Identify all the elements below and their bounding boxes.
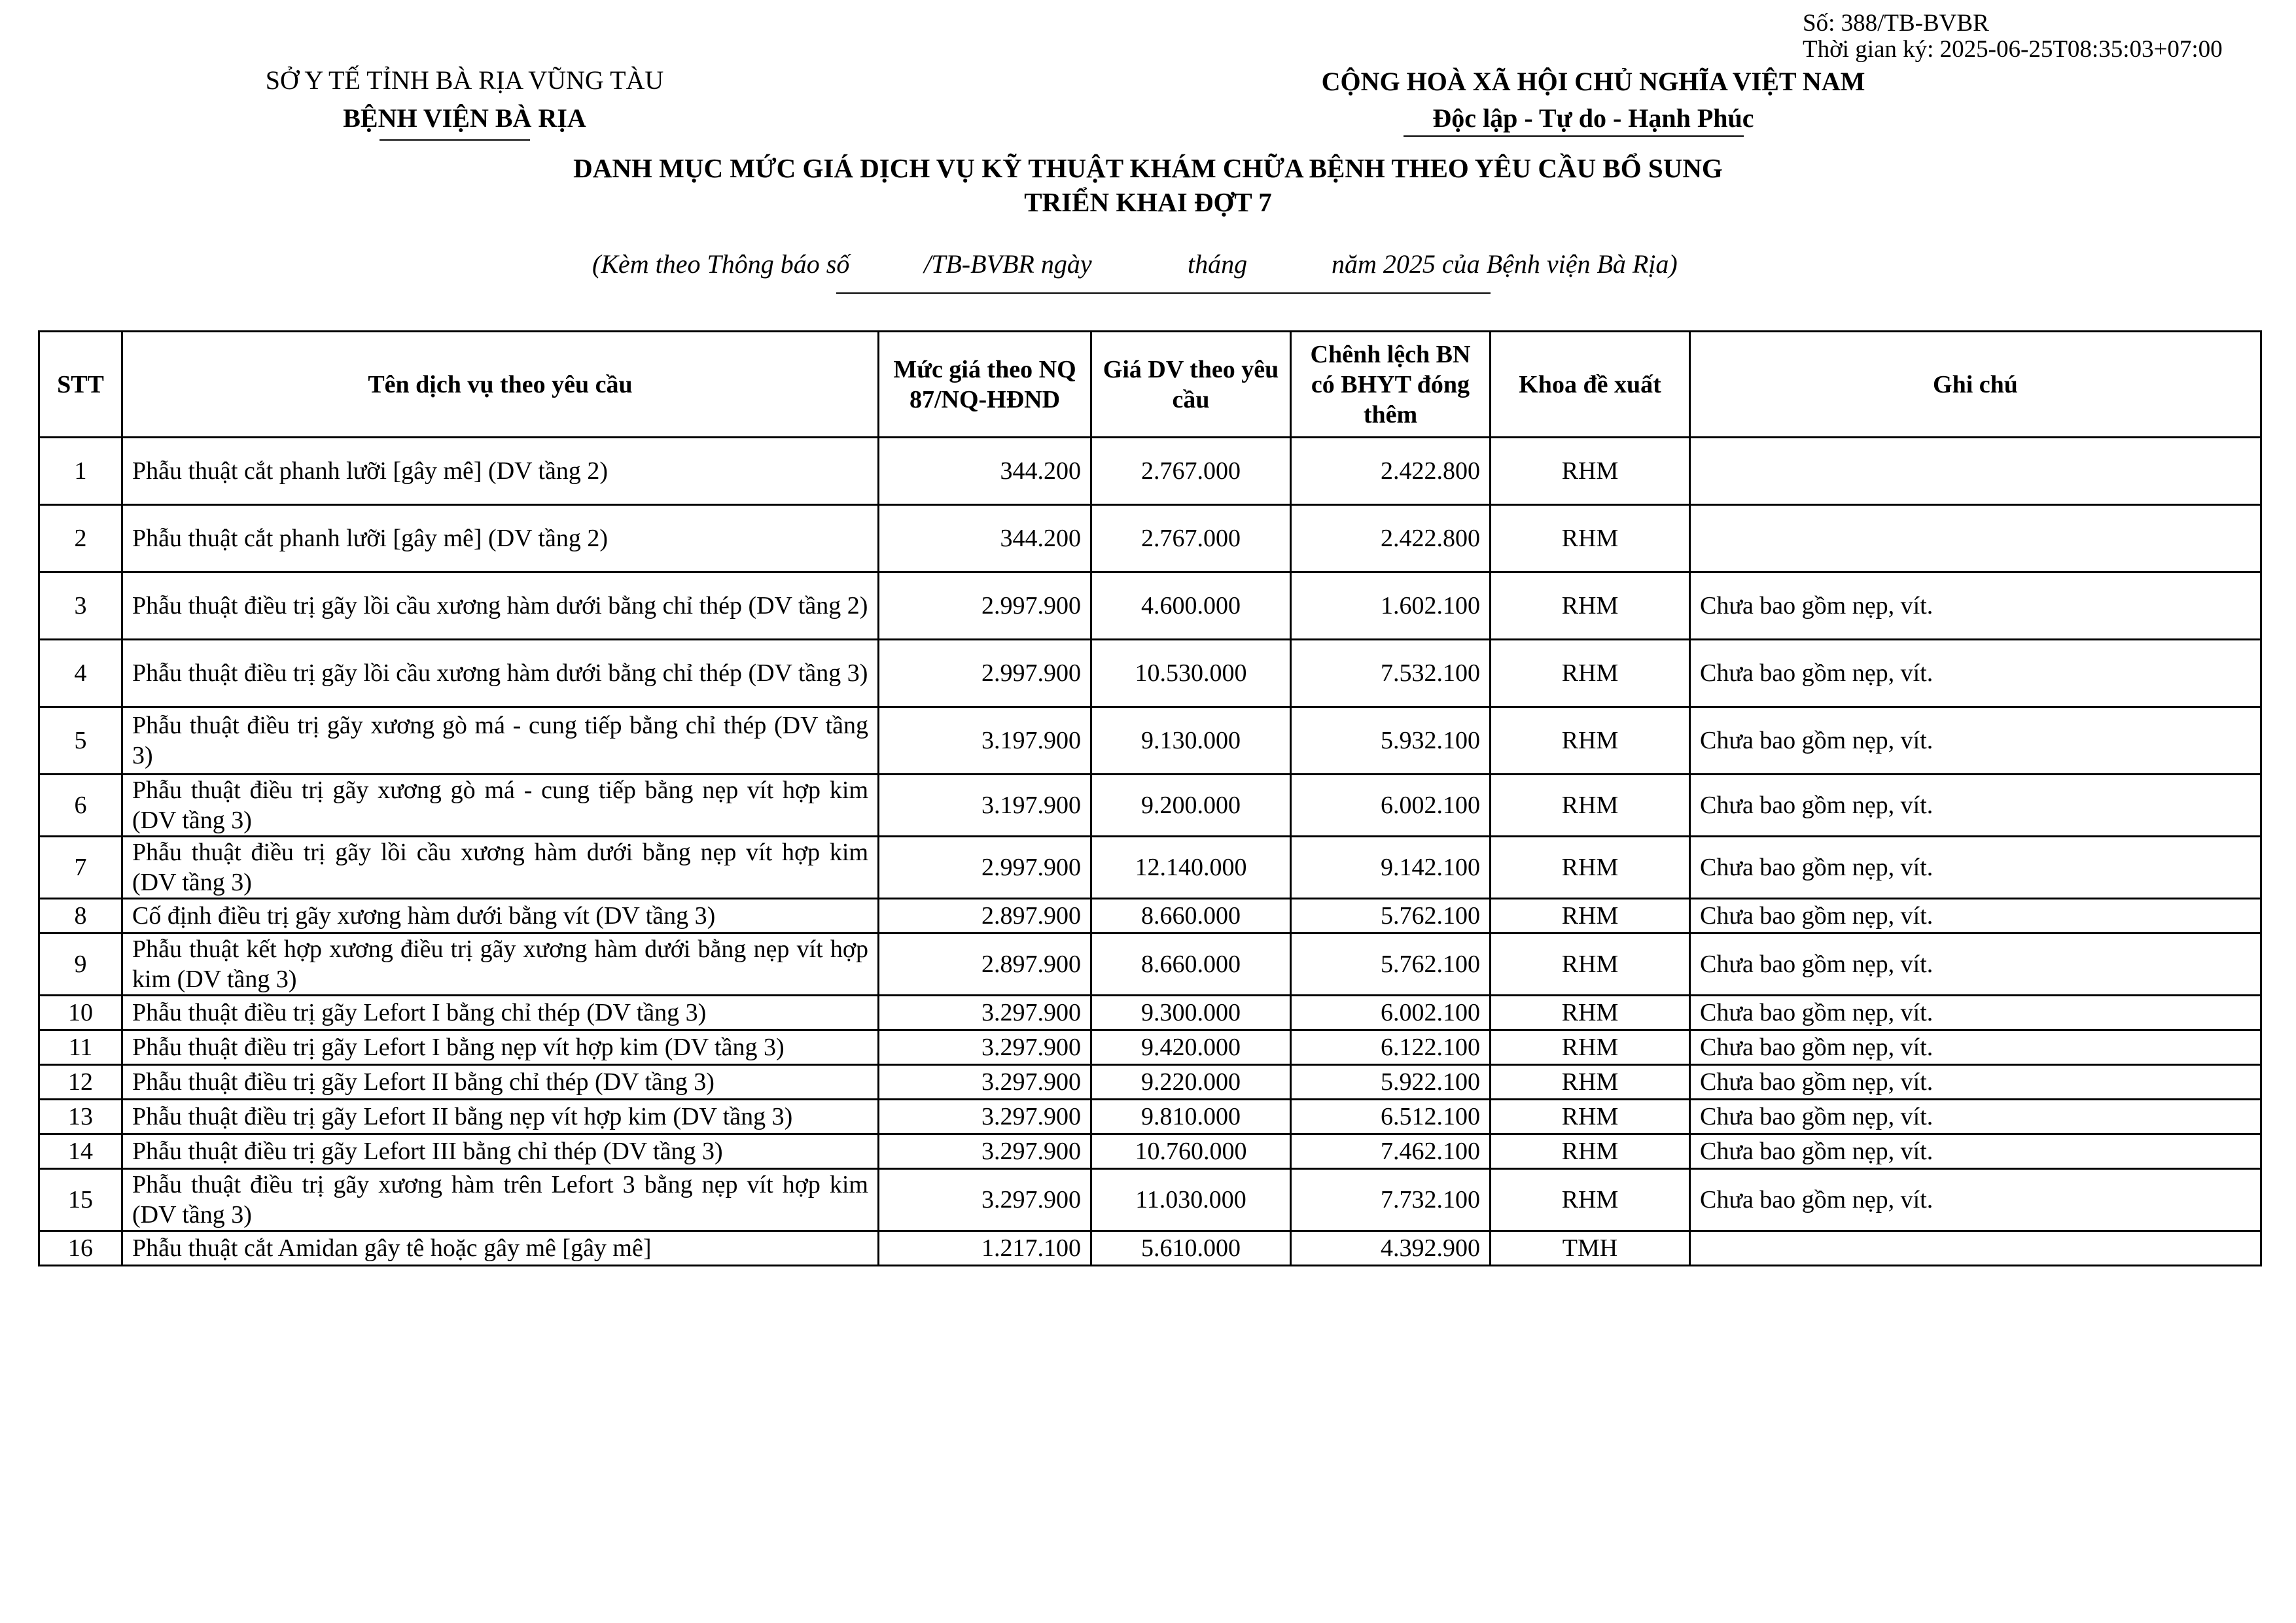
- cell-note: Chưa bao gồm nẹp, vít.: [1690, 640, 2261, 707]
- cell-note: Chưa bao gồm nẹp, vít.: [1690, 934, 2261, 996]
- cell-difference: 5.762.100: [1291, 899, 1491, 934]
- cell-stt: 1: [39, 438, 122, 505]
- header-price-nq: Mức giá theo NQ 87/NQ-HĐND: [879, 332, 1091, 438]
- cell-service-name: Phẫu thuật cắt phanh lưỡi [gây mê] (DV tầng 2): [122, 438, 879, 505]
- cell-price-dv: 4.600.000: [1091, 572, 1291, 640]
- table-row: [39, 1030, 2261, 1065]
- cell-department: RHM: [1491, 438, 1690, 505]
- cell-service-name: Phẫu thuật điều trị gãy Lefort I bằng nẹp vít hợp kim (DV tầng 3): [122, 1030, 879, 1065]
- cell-service-name: Phẫu thuật điều trị gãy xương gò má - cung tiếp bằng chỉ thép (DV tầng 3): [122, 707, 879, 775]
- table-row: [39, 1134, 2261, 1169]
- cell-service-name: Cố định điều trị gãy xương hàm dưới bằng vít (DV tầng 3): [122, 899, 879, 934]
- cell-price-nq: 3.297.900: [879, 1134, 1091, 1169]
- cell-service-name: Phẫu thuật cắt Amidan gây tê hoặc gây mê [gây mê]: [122, 1231, 879, 1266]
- cell-price-nq: 1.217.100: [879, 1231, 1091, 1266]
- cell-department: RHM: [1491, 775, 1690, 837]
- note-part-3: tháng: [1188, 249, 1248, 279]
- cell-stt: 6: [39, 775, 122, 837]
- cell-stt: 2: [39, 505, 122, 572]
- cell-stt: 10: [39, 996, 122, 1030]
- cell-price-dv: 10.530.000: [1091, 640, 1291, 707]
- cell-price-nq: 3.197.900: [879, 707, 1091, 775]
- note-part-1: (Kèm theo Thông báo số: [592, 249, 850, 279]
- cell-price-dv: 9.220.000: [1091, 1065, 1291, 1100]
- cell-stt: 7: [39, 837, 122, 899]
- cell-price-dv: 9.810.000: [1091, 1100, 1291, 1134]
- national-title: CỘNG HOÀ XÃ HỘI CHỦ NGHĨA VIỆT NAM: [1321, 67, 1865, 96]
- cell-price-nq: 2.897.900: [879, 899, 1091, 934]
- cell-department: RHM: [1491, 1030, 1690, 1065]
- table-row: [39, 438, 2261, 505]
- cell-price-nq: 3.297.900: [879, 1100, 1091, 1134]
- cell-service-name: Phẫu thuật điều trị gãy xương gò má - cung tiếp bằng nẹp vít hợp kim (DV tầng 3): [122, 775, 879, 837]
- cell-difference: 6.122.100: [1291, 1030, 1491, 1065]
- cell-stt: 13: [39, 1100, 122, 1134]
- note-part-2: /TB-BVBR ngày: [924, 249, 1092, 279]
- cell-price-dv: 10.760.000: [1091, 1134, 1291, 1169]
- cell-price-dv: 9.420.000: [1091, 1030, 1291, 1065]
- cell-price-nq: 2.997.900: [879, 837, 1091, 899]
- cell-department: RHM: [1491, 572, 1690, 640]
- cell-difference: 7.462.100: [1291, 1134, 1491, 1169]
- signed-time: Thời gian ký: 2025-06-25T08:35:03+07:00: [1803, 36, 2223, 63]
- cell-department: RHM: [1491, 934, 1690, 996]
- cell-price-dv: 9.300.000: [1091, 996, 1291, 1030]
- cell-note: [1690, 1231, 2261, 1266]
- cell-difference: 1.602.100: [1291, 572, 1491, 640]
- cell-stt: 4: [39, 640, 122, 707]
- cell-department: RHM: [1491, 837, 1690, 899]
- cell-price-dv: 9.200.000: [1091, 775, 1291, 837]
- cell-service-name: Phẫu thuật điều trị gãy lồi cầu xương hàm dưới bằng chỉ thép (DV tầng 2): [122, 572, 879, 640]
- table-row: [39, 1231, 2261, 1266]
- cell-difference: 5.762.100: [1291, 934, 1491, 996]
- header-stt: STT: [39, 332, 122, 438]
- cell-note: [1690, 438, 2261, 505]
- hospital-name: BỆNH VIỆN BÀ RỊA: [343, 103, 586, 133]
- cell-department: TMH: [1491, 1231, 1690, 1266]
- cell-price-dv: 8.660.000: [1091, 899, 1291, 934]
- table-row: [39, 899, 2261, 934]
- table-header-row: [39, 332, 2261, 438]
- table-row: [39, 707, 2261, 775]
- cell-service-name: Phẫu thuật điều trị gãy xương hàm trên Lefort 3 bằng nẹp vít hợp kim (DV tầng 3): [122, 1169, 879, 1231]
- table-row: [39, 505, 2261, 572]
- header-service-name: Tên dịch vụ theo yêu cầu: [122, 332, 879, 438]
- cell-note: Chưa bao gồm nẹp, vít.: [1690, 707, 2261, 775]
- cell-difference: 9.142.100: [1291, 837, 1491, 899]
- header-department: Khoa đề xuất: [1491, 332, 1690, 438]
- cell-note: Chưa bao gồm nẹp, vít.: [1690, 775, 2261, 837]
- cell-service-name: Phẫu thuật điều trị gãy lồi cầu xương hàm dưới bằng chỉ thép (DV tầng 3): [122, 640, 879, 707]
- cell-price-nq: 3.297.900: [879, 1030, 1091, 1065]
- cell-department: RHM: [1491, 1100, 1690, 1134]
- cell-price-nq: 3.297.900: [879, 1065, 1091, 1100]
- cell-stt: 9: [39, 934, 122, 996]
- price-table: [38, 330, 2262, 1266]
- cell-price-nq: 3.297.900: [879, 996, 1091, 1030]
- cell-price-nq: 2.897.900: [879, 934, 1091, 996]
- table-row: [39, 934, 2261, 996]
- cell-department: RHM: [1491, 1065, 1690, 1100]
- cell-difference: 5.932.100: [1291, 707, 1491, 775]
- cell-service-name: Phẫu thuật điều trị gãy Lefort I bằng chỉ thép (DV tầng 3): [122, 996, 879, 1030]
- cell-note: Chưa bao gồm nẹp, vít.: [1690, 1065, 2261, 1100]
- cell-stt: 8: [39, 899, 122, 934]
- note-underline: [836, 292, 1491, 294]
- header-difference: Chênh lệch BN có BHYT đóng thêm: [1291, 332, 1491, 438]
- cell-difference: 2.422.800: [1291, 505, 1491, 572]
- cell-service-name: Phẫu thuật điều trị gãy Lefort III bằng chỉ thép (DV tầng 3): [122, 1134, 879, 1169]
- cell-difference: 6.002.100: [1291, 996, 1491, 1030]
- national-motto: Độc lập - Tự do - Hạnh Phúc: [1432, 103, 1754, 133]
- cell-price-nq: 2.997.900: [879, 572, 1091, 640]
- header-note: Ghi chú: [1690, 332, 2261, 438]
- table-row: [39, 1169, 2261, 1231]
- cell-note: Chưa bao gồm nẹp, vít.: [1690, 1169, 2261, 1231]
- cell-price-dv: 2.767.000: [1091, 505, 1291, 572]
- cell-service-name: Phẫu thuật điều trị gãy Lefort II bằng chỉ thép (DV tầng 3): [122, 1065, 879, 1100]
- cell-difference: 6.002.100: [1291, 775, 1491, 837]
- cell-stt: 15: [39, 1169, 122, 1231]
- national-motto-underline: [1404, 135, 1744, 137]
- table-row: [39, 1065, 2261, 1100]
- cell-note: Chưa bao gồm nẹp, vít.: [1690, 1134, 2261, 1169]
- cell-price-dv: 12.140.000: [1091, 837, 1291, 899]
- table-row: [39, 572, 2261, 640]
- cell-price-dv: 9.130.000: [1091, 707, 1291, 775]
- cell-service-name: Phẫu thuật điều trị gãy lồi cầu xương hàm dưới bằng nẹp vít hợp kim (DV tầng 3): [122, 837, 879, 899]
- cell-price-nq: 344.200: [879, 505, 1091, 572]
- note-part-4: năm 2025 của Bệnh viện Bà Rịa): [1332, 249, 1678, 279]
- cell-note: Chưa bao gồm nẹp, vít.: [1690, 837, 2261, 899]
- table-row: [39, 996, 2261, 1030]
- cell-stt: 5: [39, 707, 122, 775]
- cell-difference: 6.512.100: [1291, 1100, 1491, 1134]
- cell-service-name: Phẫu thuật cắt phanh lưỡi [gây mê] (DV tầng 2): [122, 505, 879, 572]
- cell-difference: 2.422.800: [1291, 438, 1491, 505]
- header-price-dv: Giá DV theo yêu cầu: [1091, 332, 1291, 438]
- cell-department: RHM: [1491, 899, 1690, 934]
- cell-department: RHM: [1491, 640, 1690, 707]
- cell-note: Chưa bao gồm nẹp, vít.: [1690, 1030, 2261, 1065]
- document-number: Số: 388/TB-BVBR: [1803, 10, 1989, 37]
- hospital-name-underline: [380, 139, 530, 141]
- cell-stt: 3: [39, 572, 122, 640]
- cell-stt: 11: [39, 1030, 122, 1065]
- cell-note: Chưa bao gồm nẹp, vít.: [1690, 1100, 2261, 1134]
- cell-stt: 12: [39, 1065, 122, 1100]
- cell-note: Chưa bao gồm nẹp, vít.: [1690, 899, 2261, 934]
- cell-price-dv: 2.767.000: [1091, 438, 1291, 505]
- cell-stt: 16: [39, 1231, 122, 1266]
- cell-difference: 4.392.900: [1291, 1231, 1491, 1266]
- cell-department: RHM: [1491, 996, 1690, 1030]
- cell-note: [1690, 505, 2261, 572]
- cell-difference: 7.732.100: [1291, 1169, 1491, 1231]
- department-name: SỞ Y TẾ TỈNH BÀ RỊA VŨNG TÀU: [265, 65, 664, 95]
- cell-price-dv: 8.660.000: [1091, 934, 1291, 996]
- cell-price-nq: 3.197.900: [879, 775, 1091, 837]
- table-row: [39, 640, 2261, 707]
- document-subtitle: TRIỂN KHAI ĐỢT 7: [1024, 187, 1272, 217]
- cell-difference: 7.532.100: [1291, 640, 1491, 707]
- cell-note: Chưa bao gồm nẹp, vít.: [1690, 996, 2261, 1030]
- cell-department: RHM: [1491, 1169, 1690, 1231]
- cell-note: Chưa bao gồm nẹp, vít.: [1690, 572, 2261, 640]
- cell-price-nq: 3.297.900: [879, 1169, 1091, 1231]
- document-title: DANH MỤC MỨC GIÁ DỊCH VỤ KỸ THUẬT KHÁM CHỮA BỆNH THEO YÊU CẦU BỔ SUNG: [573, 153, 1723, 183]
- cell-department: RHM: [1491, 1134, 1690, 1169]
- table-row: [39, 1100, 2261, 1134]
- cell-price-nq: 344.200: [879, 438, 1091, 505]
- table-row: [39, 837, 2261, 899]
- cell-price-dv: 11.030.000: [1091, 1169, 1291, 1231]
- cell-stt: 14: [39, 1134, 122, 1169]
- cell-department: RHM: [1491, 505, 1690, 572]
- cell-service-name: Phẫu thuật điều trị gãy Lefort II bằng nẹp vít hợp kim (DV tầng 3): [122, 1100, 879, 1134]
- cell-service-name: Phẫu thuật kết hợp xương điều trị gãy xương hàm dưới bằng nẹp vít hợp kim (DV tầng 3): [122, 934, 879, 996]
- cell-price-nq: 2.997.900: [879, 640, 1091, 707]
- cell-price-dv: 5.610.000: [1091, 1231, 1291, 1266]
- cell-department: RHM: [1491, 707, 1690, 775]
- table-row: [39, 775, 2261, 837]
- cell-difference: 5.922.100: [1291, 1065, 1491, 1100]
